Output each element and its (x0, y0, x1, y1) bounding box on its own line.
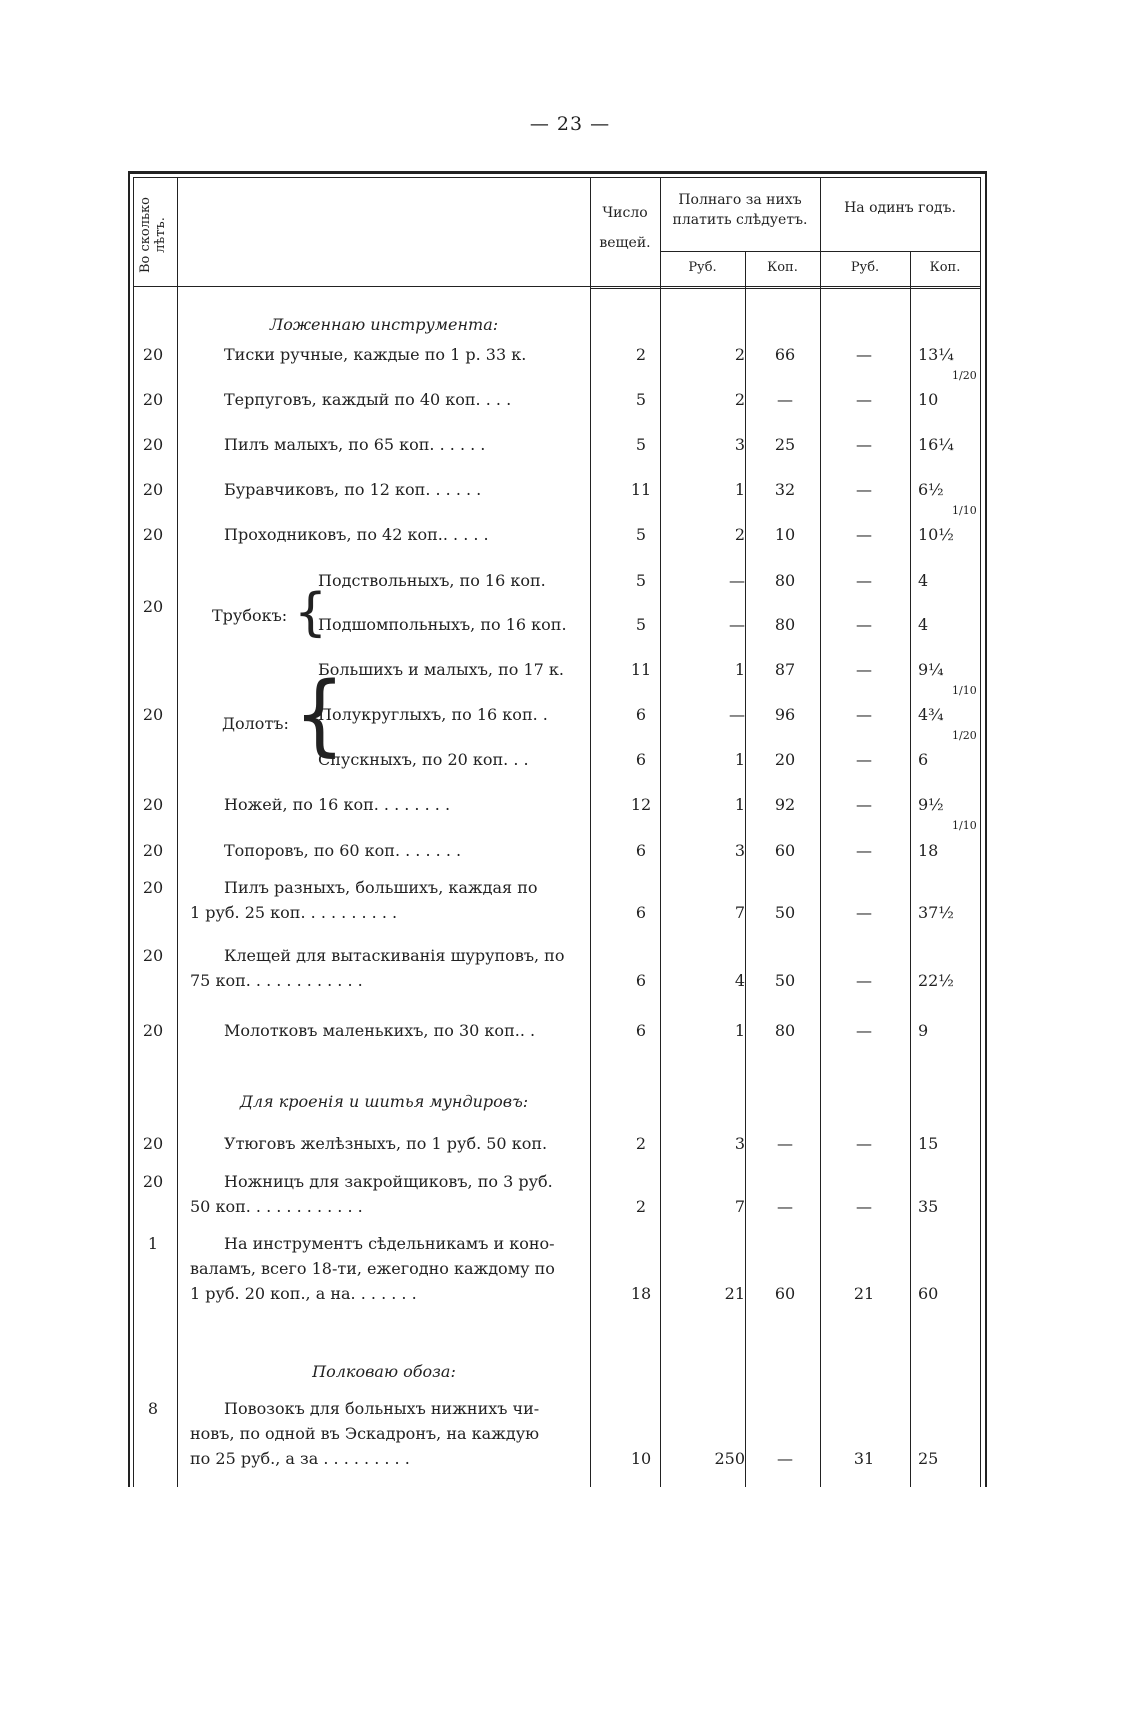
row-rub: 4 (734, 971, 745, 990)
row-years: 20 (142, 878, 164, 897)
row-years: 8 (147, 1399, 159, 1418)
row-year-kop: 18 (918, 841, 939, 860)
row-year-kop: 10 (918, 390, 939, 409)
row-year-kop: 9¼ (918, 660, 944, 679)
row-count: 5 (635, 525, 647, 544)
row-year-rub: — (856, 345, 872, 364)
row-count: 18 (630, 1284, 652, 1303)
row-rub: 2 (734, 345, 745, 364)
row-description: Терпуговъ, каждый по 40 коп. . . . (224, 390, 512, 409)
row-years: 1 (147, 1234, 159, 1253)
row-count: 5 (635, 615, 647, 634)
row-year-rub: — (856, 750, 872, 769)
row-year-kop: 6 (918, 750, 929, 769)
row-fraction-note: 1/10 (952, 819, 977, 832)
row-kop: 50 (774, 903, 796, 922)
row-count: 6 (635, 1021, 647, 1040)
row-years: 20 (142, 705, 164, 724)
row-rub: — (729, 705, 745, 724)
row-year-kop: 35 (918, 1197, 939, 1216)
row-kop: — (777, 1134, 793, 1153)
row-rub: 1 (734, 480, 745, 499)
header-per-year: На одинъ годъ. (844, 200, 956, 216)
row-kop: 60 (774, 841, 796, 860)
row-year-rub: 31 (853, 1449, 875, 1468)
row-description: Повозокъ для больныхъ нижнихъ чи- (224, 1399, 540, 1418)
page-number: — 23 — (529, 113, 611, 135)
row-kop: — (777, 390, 793, 409)
row-years: 20 (142, 390, 164, 409)
row-count: 11 (630, 480, 652, 499)
brace-icon: { (294, 583, 328, 643)
row-kop: 60 (774, 1284, 796, 1303)
row-rub: 1 (734, 750, 745, 769)
row-count: 5 (635, 571, 647, 590)
row-count: 2 (635, 345, 647, 364)
row-description: Подствольныхъ, по 16 коп. (318, 571, 546, 590)
row-rub: 1 (734, 795, 745, 814)
header-years: Во сколько лѣтъ. (138, 196, 168, 274)
row-count: 12 (630, 795, 652, 814)
row-year-kop: 4¾ (918, 705, 944, 724)
row-fraction-note: 1/10 (952, 684, 977, 697)
row-year-rub: — (856, 971, 872, 990)
row-year-rub: — (856, 841, 872, 860)
row-kop: — (777, 1449, 793, 1468)
row-kop: 96 (774, 705, 796, 724)
row-year-kop: 10½ (918, 525, 954, 544)
row-kop: 92 (774, 795, 796, 814)
row-year-kop: 37½ (918, 903, 954, 922)
row-rub: — (729, 615, 745, 634)
row-rub: 3 (734, 435, 745, 454)
row-years: 20 (142, 1172, 164, 1191)
row-count: 6 (635, 841, 647, 860)
row-description: 75 коп. . . . . . . . . . . . (190, 971, 363, 990)
row-description: по 25 руб., а за . . . . . . . . . (190, 1449, 410, 1468)
row-kop: 10 (774, 525, 796, 544)
row-count: 2 (635, 1197, 647, 1216)
section-title: Для кроенія и шитья мундировъ: (239, 1092, 529, 1111)
row-count: 2 (635, 1134, 647, 1153)
row-fraction-note: 1/20 (952, 729, 977, 742)
row-description: Подшомпольныхъ, по 16 коп. (318, 615, 567, 634)
row-year-rub: — (856, 1021, 872, 1040)
row-rub: 7 (734, 903, 745, 922)
row-description: Буравчиковъ, по 12 коп. . . . . . (224, 480, 482, 499)
header-rub-year: Руб. (850, 260, 880, 275)
group-label-tubes: Трубокъ: (212, 606, 288, 625)
row-description: Ножей, по 16 коп. . . . . . . . (224, 795, 451, 814)
row-count: 5 (635, 435, 647, 454)
row-description: Топоровъ, по 60 коп. . . . . . . (224, 841, 462, 860)
row-description: Спускныхъ, по 20 коп. . . (318, 750, 529, 769)
row-count: 5 (635, 390, 647, 409)
row-description: новъ, по одной въ Эскадронъ, на каждую (190, 1424, 540, 1443)
row-year-rub: — (856, 571, 872, 590)
row-kop: — (777, 1197, 793, 1216)
row-count: 6 (635, 705, 647, 724)
row-year-kop: 60 (918, 1284, 939, 1303)
row-description: 1 руб. 20 коп., а на. . . . . . . (190, 1284, 417, 1303)
header-full-payment: Полнаго за нихъ платить слѣдуетъ. (672, 192, 808, 228)
row-count: 6 (635, 750, 647, 769)
row-kop: 87 (774, 660, 796, 679)
group-label-chisels: Долотъ: (222, 714, 289, 733)
row-year-kop: 16¼ (918, 435, 954, 454)
header-kop-year: Коп. (929, 260, 961, 275)
row-description: 1 руб. 25 коп. . . . . . . . . . (190, 903, 398, 922)
row-year-kop: 6½ (918, 480, 944, 499)
row-year-rub: — (856, 660, 872, 679)
row-year-kop: 22½ (918, 971, 954, 990)
row-rub: 2 (734, 390, 745, 409)
row-description: валамъ, всего 18-ти, ежегодно каждому по (190, 1259, 555, 1278)
row-years: 20 (142, 525, 164, 544)
row-count: 10 (630, 1449, 652, 1468)
header-rub: Руб. (688, 260, 717, 275)
row-description: Полукруглыхъ, по 16 коп. . (318, 705, 548, 724)
row-kop: 80 (774, 1021, 796, 1040)
row-rub: 7 (734, 1197, 745, 1216)
row-year-rub: — (856, 615, 872, 634)
row-year-kop: 4 (918, 571, 929, 590)
row-description: Ножницъ для закройщиковъ, по 3 руб. (224, 1172, 553, 1191)
row-description: 50 коп. . . . . . . . . . . . (190, 1197, 363, 1216)
row-year-kop: 15 (918, 1134, 939, 1153)
row-year-kop: 13¼ (918, 345, 954, 364)
row-years: 20 (142, 435, 164, 454)
row-rub: 250 (714, 1449, 745, 1468)
row-years: 20 (142, 1021, 164, 1040)
row-fraction-note: 1/10 (952, 504, 977, 517)
row-year-rub: — (856, 525, 872, 544)
row-kop: 20 (774, 750, 796, 769)
row-years: 20 (142, 597, 164, 616)
row-rub: 21 (724, 1284, 745, 1303)
row-year-rub: — (856, 705, 872, 724)
row-kop: 80 (774, 615, 796, 634)
row-years: 20 (142, 946, 164, 965)
row-year-rub: — (856, 1134, 872, 1153)
row-count: 6 (635, 903, 647, 922)
row-years: 20 (142, 480, 164, 499)
row-rub: 1 (734, 660, 745, 679)
row-kop: 25 (774, 435, 796, 454)
row-description: На инструментъ сѣдельникамъ и коно- (224, 1234, 555, 1253)
row-kop: 50 (774, 971, 796, 990)
row-year-rub: — (856, 903, 872, 922)
row-year-rub: — (856, 480, 872, 499)
row-rub: 3 (734, 841, 745, 860)
row-year-kop: 9½ (918, 795, 944, 814)
row-description: Проходниковъ, по 42 коп.. . . . . (224, 525, 489, 544)
row-description: Молотковъ маленькихъ, по 30 коп.. . (224, 1021, 536, 1040)
header-count: Число вещей. (599, 205, 651, 251)
row-count: 6 (635, 971, 647, 990)
row-description: Утюговъ желѣзныхъ, по 1 руб. 50 коп. (224, 1134, 548, 1153)
row-kop: 66 (774, 345, 796, 364)
row-year-kop: 9 (918, 1021, 929, 1040)
row-description: Пилъ разныхъ, большихъ, каждая по (224, 878, 538, 897)
row-years: 20 (142, 795, 164, 814)
row-year-kop: 4 (918, 615, 929, 634)
row-description: Клещей для вытаскиванія шуруповъ, по (224, 946, 565, 965)
row-count: 11 (630, 660, 652, 679)
row-year-rub: 21 (853, 1284, 875, 1303)
row-year-rub: — (856, 435, 872, 454)
row-years: 20 (142, 841, 164, 860)
row-rub: — (729, 571, 745, 590)
row-years: 20 (142, 345, 164, 364)
row-rub: 1 (734, 1021, 745, 1040)
row-year-kop: 25 (918, 1449, 939, 1468)
row-fraction-note: 1/20 (952, 369, 977, 382)
row-kop: 32 (774, 480, 796, 499)
row-description: Тиски ручные, каждые по 1 р. 33 к. (224, 345, 527, 364)
row-rub: 2 (734, 525, 745, 544)
row-year-rub: — (856, 1197, 872, 1216)
section-title: Полковаю обоза: (312, 1362, 456, 1381)
row-description: Пилъ малыхъ, по 65 коп. . . . . . (224, 435, 486, 454)
row-year-rub: — (856, 390, 872, 409)
row-kop: 80 (774, 571, 796, 590)
row-years: 20 (142, 1134, 164, 1153)
brace-icon: { (294, 663, 345, 766)
section-title: Ложеннаю инструмента: (269, 315, 499, 334)
row-year-rub: — (856, 795, 872, 814)
row-rub: 3 (734, 1134, 745, 1153)
header-kop: Коп. (767, 260, 798, 275)
row-description: Большихъ и малыхъ, по 17 к. (318, 660, 565, 679)
